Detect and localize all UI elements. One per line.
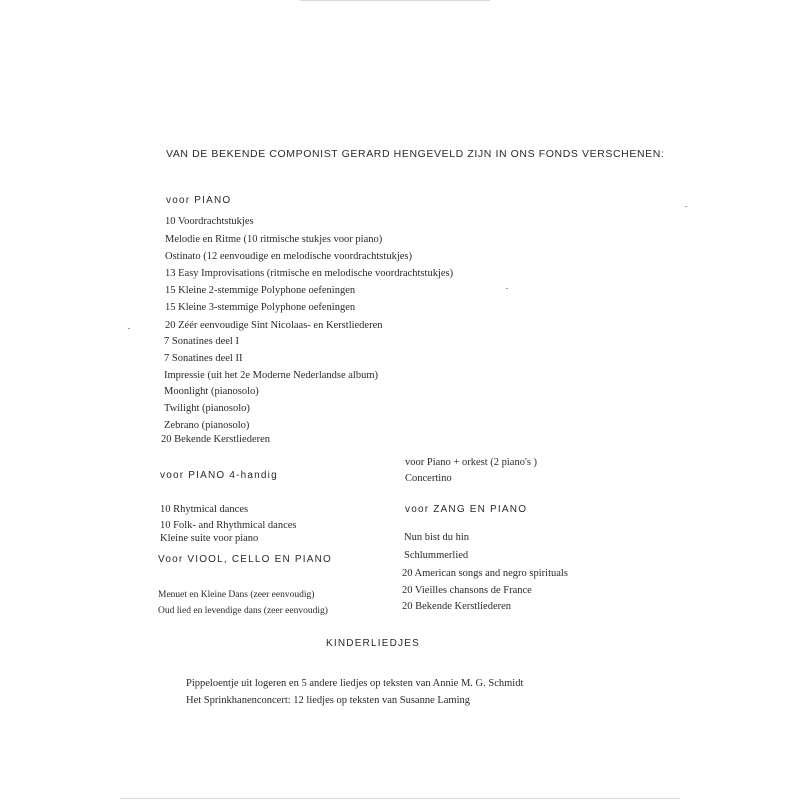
scan-speck <box>128 328 130 329</box>
section-heading-violin-cello-piano: Voor VIOOL, CELLO EN PIANO <box>158 554 333 565</box>
list-item: 7 Sonatines deel I <box>164 336 239 347</box>
list-item: 20 American songs and negro spirituals <box>402 568 568 579</box>
list-item: Schlummerlied <box>404 550 469 561</box>
section-heading-voice-piano: voor ZANG EN PIANO <box>405 504 528 515</box>
list-item: Menuet en Kleine Dans (zeer eenvoudig) <box>158 590 315 600</box>
list-item: 10 Voordrachtstukjes <box>165 216 254 227</box>
list-item: 20 Vieilles chansons de France <box>402 585 532 596</box>
section-heading-piano-orchestra: voor Piano + orkest (2 piano's ) <box>405 457 538 468</box>
list-item: 15 Kleine 2-stemmige Polyphone oefeningen <box>165 285 356 296</box>
section-heading-piano-4hands: voor PIANO 4-handig <box>160 470 278 481</box>
list-item: 20 Zéér eenvoudige Sint Nicolaas- en Kerstliederen <box>165 320 383 331</box>
list-item: Ostinato (12 eenvoudige en melodische voordrachtstukjes) <box>165 251 412 262</box>
scan-speck <box>506 288 508 289</box>
list-item: Zebrano (pianosolo) <box>164 420 250 431</box>
list-item: Pippeloentje uit logeren en 5 andere liedjes op teksten van Annie M. G. Schmidt <box>186 678 524 689</box>
list-item: Melodie en Ritme (10 ritmische stukjes voor piano) <box>165 234 383 245</box>
list-item: Nun bist du hin <box>404 532 470 543</box>
list-item: 7 Sonatines deel II <box>164 353 243 364</box>
list-item: 15 Kleine 3-stemmige Polyphone oefeningen <box>165 302 356 313</box>
list-item: Moonlight (pianosolo) <box>164 386 259 397</box>
list-item: Het Sprinkhanenconcert: 12 liedjes op teksten van Susanne Laming <box>186 695 471 706</box>
list-item: 10 Rhytmical dances <box>160 504 249 515</box>
list-item: Concertino <box>405 473 452 484</box>
list-item: Impressie (uit het 2e Moderne Nederlandse album) <box>164 370 379 381</box>
scan-edge-bottom <box>120 798 680 799</box>
list-item: Kleine suite voor piano <box>160 533 259 544</box>
list-item: 13 Easy Improvisations (ritmische en melodische voordrachtstukjes) <box>165 268 454 279</box>
section-heading-piano: voor PIANO <box>166 195 232 206</box>
scan-edge-top <box>300 0 490 1</box>
list-item: 20 Bekende Kerstliederen <box>161 434 271 445</box>
scan-speck <box>685 206 687 207</box>
page-title: VAN DE BEKENDE COMPONIST GERARD HENGEVELD ZIJN IN ONS FONDS VERSCHENEN: <box>166 148 665 160</box>
list-item: Oud lied en levendige dans (zeer eenvoudig) <box>158 606 328 616</box>
list-item: 20 Bekende Kerstliederen <box>402 601 512 612</box>
list-item: 10 Folk- and Rhythmical dances <box>160 520 297 531</box>
section-heading-children: KINDERLIEDJES <box>326 638 420 649</box>
list-item: Twilight (pianosolo) <box>164 403 250 414</box>
